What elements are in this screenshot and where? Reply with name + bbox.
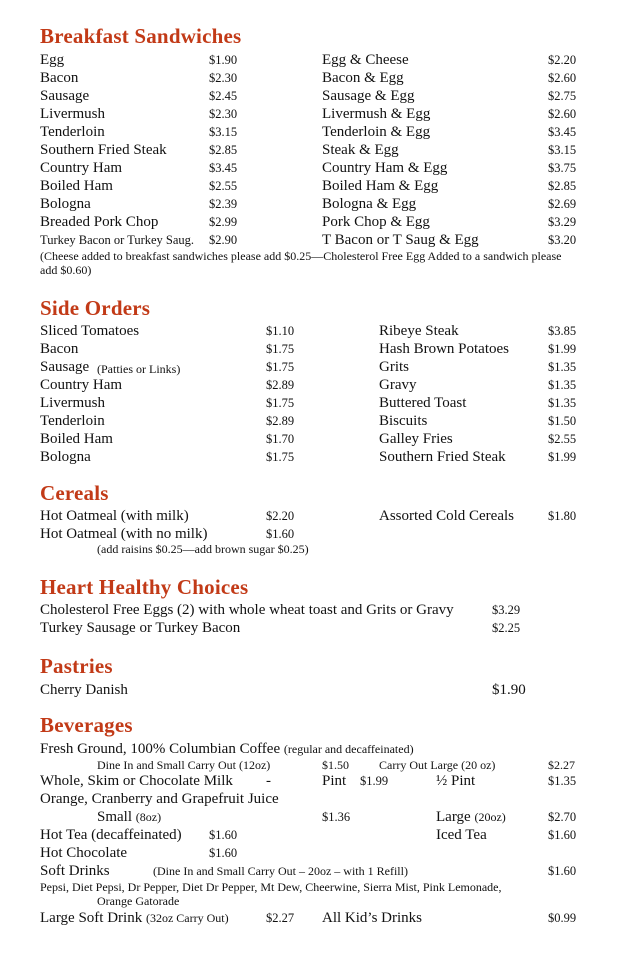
menu-item-name: Southern Fried Steak bbox=[379, 449, 506, 465]
large-soft-drink-note: (32oz Carry Out) bbox=[145, 911, 229, 925]
menu-item-name: Bologna & Egg bbox=[322, 196, 417, 212]
milk-pint: Pint bbox=[322, 773, 347, 789]
milk-dash: - bbox=[266, 773, 271, 789]
menu-item-name: Hot Oatmeal (with milk) bbox=[40, 508, 189, 524]
menu-item-name: Egg bbox=[40, 52, 65, 68]
large-soft-drink-line bbox=[40, 909, 229, 927]
menu-item-name: Bacon & Egg bbox=[322, 70, 404, 86]
menu-item-name: Tenderloin bbox=[40, 413, 105, 429]
menu-item-price: $3.20 bbox=[548, 233, 577, 247]
sausage-note: (Patties or Links) bbox=[97, 362, 181, 376]
menu-item-name: Breaded Pork Chop bbox=[40, 214, 159, 230]
menu-item-name: Bacon bbox=[40, 70, 79, 86]
menu-item-name: Livermush bbox=[40, 395, 105, 411]
cereals-note: (add raisins $0.25—add brown sugar $0.25) bbox=[97, 542, 309, 556]
menu-item-name: Bologna bbox=[40, 449, 91, 465]
menu-item-price: $3.75 bbox=[548, 161, 577, 175]
menu-item-price: $2.55 bbox=[209, 179, 238, 193]
menu-item-price: $3.15 bbox=[209, 125, 238, 139]
menu-item-price: $2.30 bbox=[209, 107, 238, 121]
juice-large bbox=[436, 808, 506, 826]
breakfast-note-cont: add $0.60) bbox=[40, 263, 92, 277]
pastries-heading: Pastries bbox=[40, 654, 113, 678]
soft-drinks-note: (Dine In and Small Carry Out – 20oz – with 1 Refill) bbox=[153, 864, 408, 878]
menu-item-price: $1.99 bbox=[548, 450, 577, 464]
soft-drinks-name: Soft Drinks bbox=[40, 863, 110, 879]
menu-item-price: $3.45 bbox=[548, 125, 577, 139]
menu-item-price: $3.29 bbox=[548, 215, 577, 229]
menu-item-name: Bacon bbox=[40, 341, 79, 357]
menu-item-price: $1.75 bbox=[266, 396, 295, 410]
menu-item-name: Biscuits bbox=[379, 413, 428, 429]
menu-item-price: $1.70 bbox=[266, 432, 295, 446]
hot-tea-price: $1.60 bbox=[209, 828, 238, 842]
menu-item-name: Boiled Ham bbox=[40, 178, 113, 194]
coffee-line bbox=[40, 740, 414, 758]
menu-item-price: $1.75 bbox=[266, 342, 295, 356]
menu-item-price: $1.99 bbox=[548, 342, 577, 356]
menu-item-name: Cholesterol Free Eggs (2) with whole wheat toast and Grits or Gravy bbox=[40, 602, 454, 618]
menu-item-name: Sliced Tomatoes bbox=[40, 323, 140, 339]
menu-item-name: T Bacon or T Saug & Egg bbox=[322, 232, 479, 248]
coffee-note: (regular and decaffeinated) bbox=[283, 742, 414, 756]
menu-item-price: $1.35 bbox=[548, 396, 577, 410]
menu-item-name: Country Ham bbox=[40, 377, 123, 393]
menu-item-price: $2.45 bbox=[209, 89, 238, 103]
menu-item-name: Bologna bbox=[40, 196, 91, 212]
juice-name: Orange, Cranberry and Grapefruit Juice bbox=[40, 791, 279, 807]
iced-tea-price: $1.60 bbox=[548, 828, 577, 842]
menu-item-price: $3.29 bbox=[492, 603, 521, 617]
juice-small-price: $1.36 bbox=[322, 810, 351, 824]
menu-item-name: Hot Oatmeal (with no milk) bbox=[40, 526, 208, 542]
milk-name: Whole, Skim or Chocolate Milk bbox=[40, 773, 233, 789]
menu-item-name: Country Ham bbox=[40, 160, 123, 176]
menu-item-name: Country Ham & Egg bbox=[322, 160, 448, 176]
menu-item-price: $2.75 bbox=[548, 89, 577, 103]
heart-heading: Heart Healthy Choices bbox=[40, 575, 249, 599]
menu-item-price: $2.60 bbox=[548, 71, 577, 85]
menu-item-name: Turkey Bacon or Turkey Saug. bbox=[40, 233, 195, 247]
menu-item-name: Tenderloin bbox=[40, 124, 105, 140]
menu-item-price: $1.75 bbox=[266, 360, 295, 374]
menu-item-price: $1.75 bbox=[266, 450, 295, 464]
menu-item-price: $1.60 bbox=[266, 527, 295, 541]
coffee-large-price: $2.27 bbox=[548, 758, 575, 772]
menu-item-price: $2.25 bbox=[492, 621, 521, 635]
menu-item-name: Sausage bbox=[40, 88, 90, 104]
menu-item-name: Livermush bbox=[40, 106, 105, 122]
coffee-dine-price: $1.50 bbox=[322, 758, 349, 772]
menu-item-name: Sausage & Egg bbox=[322, 88, 415, 104]
juice-large-size: (20oz) bbox=[474, 810, 506, 824]
coffee-dine: Dine In and Small Carry Out (12oz) bbox=[97, 758, 271, 772]
menu-item-name: Sausage bbox=[40, 359, 90, 375]
coffee-name: Fresh Ground, 100% Columbian Coffee bbox=[40, 741, 281, 757]
soft-drinks-list: Pepsi, Diet Pepsi, Dr Pepper, Diet Dr Pepper, Mt Dew, Cheerwine, Sierra Mist, Pink Lemonade, bbox=[40, 880, 502, 894]
large-soft-drink-name: Large Soft Drink bbox=[40, 910, 143, 926]
menu-item-price: $3.15 bbox=[548, 143, 577, 157]
menu-item-name: Tenderloin & Egg bbox=[322, 124, 431, 140]
kids-drinks-price: $0.99 bbox=[548, 911, 577, 925]
menu-item-name: Hash Brown Potatoes bbox=[379, 341, 509, 357]
milk-half-pint: ½ Pint bbox=[436, 773, 476, 789]
menu-item-name: Ribeye Steak bbox=[379, 323, 459, 339]
menu-item-price: $2.39 bbox=[209, 197, 238, 211]
menu-item-name: Livermush & Egg bbox=[322, 106, 431, 122]
menu-item-price: $1.50 bbox=[548, 414, 577, 428]
menu-item-price: $2.20 bbox=[266, 509, 295, 523]
breakfast-note: (Cheese added to breakfast sandwiches please add $0.25—Cholesterol Free Egg Added to a sandwich please bbox=[40, 249, 562, 263]
menu-item-name: Egg & Cheese bbox=[322, 52, 409, 68]
menu-item-name: Grits bbox=[379, 359, 409, 375]
menu-item-name: Buttered Toast bbox=[379, 395, 467, 411]
menu-item-name: Southern Fried Steak bbox=[40, 142, 167, 158]
menu-item-price: $2.89 bbox=[266, 414, 295, 428]
juice-small-label: Small bbox=[97, 809, 133, 825]
menu-item-price: $2.30 bbox=[209, 71, 238, 85]
iced-tea-name: Iced Tea bbox=[436, 827, 487, 843]
menu-item-price: $2.85 bbox=[209, 143, 238, 157]
sides-heading: Side Orders bbox=[40, 296, 151, 320]
cereals-heading: Cereals bbox=[40, 481, 109, 505]
menu-item-price: $2.55 bbox=[548, 432, 577, 446]
menu-item-price: $3.45 bbox=[209, 161, 238, 175]
juice-large-price: $2.70 bbox=[548, 810, 577, 824]
menu-item-name: Galley Fries bbox=[379, 431, 453, 447]
kids-drinks-name: All Kid’s Drinks bbox=[322, 910, 423, 926]
cold-cereal-price: $1.80 bbox=[548, 509, 577, 523]
menu-item-name: Pork Chop & Egg bbox=[322, 214, 430, 230]
soft-drinks-list-cont: Orange Gatorade bbox=[97, 894, 180, 908]
soft-drinks-price: $1.60 bbox=[548, 864, 577, 878]
milk-pint-price: $1.99 bbox=[360, 774, 389, 788]
menu-item-price: $2.99 bbox=[209, 215, 238, 229]
menu-item-name: Gravy bbox=[379, 377, 417, 393]
menu-item-name: Turkey Sausage or Turkey Bacon bbox=[40, 620, 241, 636]
juice-large-label: Large bbox=[436, 809, 471, 825]
menu-item-name: Boiled Ham & Egg bbox=[322, 178, 439, 194]
menu-item-price: $1.35 bbox=[548, 360, 577, 374]
menu-item-price: $3.85 bbox=[548, 324, 577, 338]
pastry-item: Cherry Danish bbox=[40, 682, 128, 698]
menu-item-price: $2.89 bbox=[266, 378, 295, 392]
menu-item-price: $2.69 bbox=[548, 197, 577, 211]
hot-tea-name: Hot Tea (decaffeinated) bbox=[40, 827, 182, 843]
pastry-price: $1.90 bbox=[492, 682, 526, 698]
juice-small bbox=[97, 808, 161, 826]
hot-chocolate-name: Hot Chocolate bbox=[40, 845, 128, 861]
menu-item-name: Boiled Ham bbox=[40, 431, 113, 447]
menu-item-name: Steak & Egg bbox=[322, 142, 399, 158]
hot-chocolate-price: $1.60 bbox=[209, 846, 238, 860]
menu-item-price: $2.60 bbox=[548, 107, 577, 121]
beverages-heading: Beverages bbox=[40, 713, 133, 737]
menu-item-price: $1.35 bbox=[548, 378, 577, 392]
milk-half-pint-price: $1.35 bbox=[548, 774, 577, 788]
breakfast-heading: Breakfast Sandwiches bbox=[40, 24, 242, 48]
menu-item-price: $1.90 bbox=[209, 53, 238, 67]
large-soft-drink-price: $2.27 bbox=[266, 911, 295, 925]
menu-item-price: $2.85 bbox=[548, 179, 577, 193]
menu-item-price: $2.20 bbox=[548, 53, 577, 67]
coffee-large: Carry Out Large (20 oz) bbox=[379, 758, 496, 772]
juice-small-size: (8oz) bbox=[135, 810, 162, 824]
menu-item-price: $1.10 bbox=[266, 324, 295, 338]
cold-cereal-name: Assorted Cold Cereals bbox=[379, 508, 514, 524]
menu-item-price: $2.90 bbox=[209, 233, 238, 247]
